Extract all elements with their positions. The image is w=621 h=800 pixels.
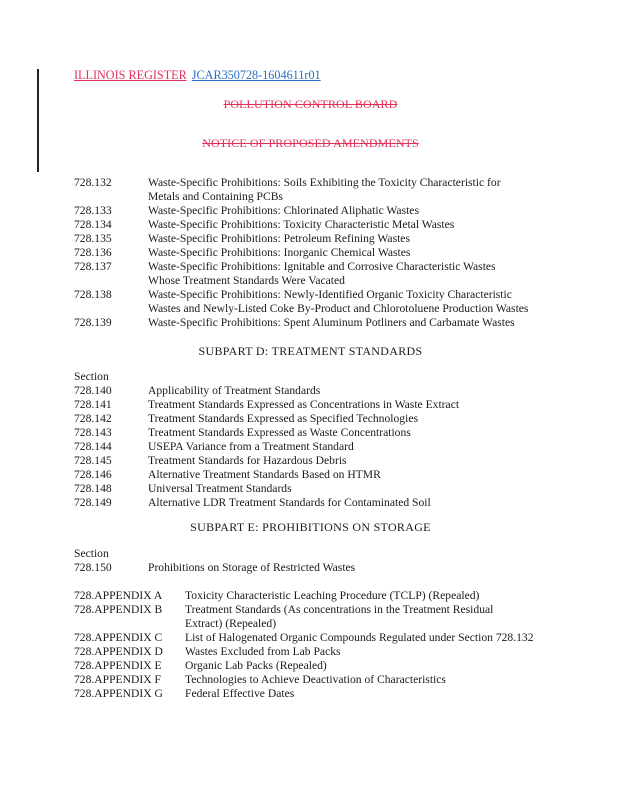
section-title: USEPA Variance from a Treatment Standard <box>148 440 354 453</box>
section-number: 728.140 <box>74 384 112 397</box>
board-name: POLLUTION CONTROL BOARD <box>223 97 398 111</box>
appendix-number: 728.APPENDIX D <box>74 645 163 658</box>
section-number: 728.137 <box>74 260 112 273</box>
appendix-title-cont: Extract) (Repealed) <box>185 617 277 630</box>
section-number: 728.134 <box>74 218 112 231</box>
section-title: Treatment Standards Expressed as Concentrations in Waste Extract <box>148 398 460 411</box>
section-number: 728.146 <box>74 468 112 481</box>
section-title-cont: Whose Treatment Standards Were Vacated <box>148 274 345 287</box>
section-number: 728.148 <box>74 482 112 495</box>
appendix-number: 728.APPENDIX G <box>74 687 163 700</box>
section-number: 728.132 <box>74 176 112 189</box>
appendix-number: 728.APPENDIX C <box>74 631 163 644</box>
document-code-link[interactable]: JCAR350728-1604611r01 <box>191 68 321 82</box>
section-number: 728.139 <box>74 316 112 329</box>
appendix-title: Toxicity Characteristic Leaching Procedure (TCLP) (Repealed) <box>185 589 480 602</box>
register-header <box>74 68 321 82</box>
section-number: 728.150 <box>74 561 112 574</box>
subpart-e-heading: SUBPART E: PROHIBITIONS ON STORAGE <box>190 520 431 534</box>
section-title: Waste-Specific Prohibitions: Chlorinated Aliphatic Wastes <box>148 204 419 217</box>
appendix-title: Federal Effective Dates <box>185 687 295 700</box>
section-title-cont: Wastes and Newly-Listed Coke By-Product and Chlorotoluene Production Wastes <box>148 302 529 315</box>
section-number: 728.133 <box>74 204 112 217</box>
section-number: 728.138 <box>74 288 112 301</box>
section-title: Waste-Specific Prohibitions: Spent Aluminum Potliners and Carbamate Wastes <box>148 316 515 329</box>
section-title: Treatment Standards for Hazardous Debris <box>148 454 347 467</box>
section-title: Alternative LDR Treatment Standards for Contaminated Soil <box>148 496 431 509</box>
section-title: Waste-Specific Prohibitions: Newly-Identified Organic Toxicity Characteristic <box>148 288 512 301</box>
appendix-title: List of Halogenated Organic Compounds Regulated under Section 728.132 <box>185 631 534 644</box>
section-number: 728.145 <box>74 454 112 467</box>
section-title: Waste-Specific Prohibitions: Ignitable and Corrosive Characteristic Wastes <box>148 260 496 273</box>
register-title: ILLINOIS REGISTER <box>74 68 187 82</box>
section-title: Treatment Standards Expressed as Waste Concentrations <box>148 426 411 439</box>
section-title: Waste-Specific Prohibitions: Inorganic Chemical Wastes <box>148 246 411 259</box>
section-title-cont: Metals and Containing PCBs <box>148 190 283 203</box>
section-title: Universal Treatment Standards <box>148 482 292 495</box>
section-number: 728.149 <box>74 496 112 509</box>
section-title: Waste-Specific Prohibitions: Soils Exhibiting the Toxicity Characteristic for <box>148 176 501 189</box>
section-column-label: Section <box>74 547 109 560</box>
appendix-number: 728.APPENDIX F <box>74 673 161 686</box>
appendix-title: Treatment Standards (As concentrations in the Treatment Residual <box>185 603 494 616</box>
appendix-title: Technologies to Achieve Deactivation of Characteristics <box>185 673 446 686</box>
notice-title: NOTICE OF PROPOSED AMENDMENTS <box>202 136 419 150</box>
section-number: 728.143 <box>74 426 112 439</box>
section-number: 728.136 <box>74 246 112 259</box>
section-number: 728.142 <box>74 412 112 425</box>
section-title: Waste-Specific Prohibitions: Petroleum Refining Wastes <box>148 232 410 245</box>
appendix-number: 728.APPENDIX B <box>74 603 163 616</box>
section-title: Applicability of Treatment Standards <box>148 384 321 397</box>
section-number: 728.135 <box>74 232 112 245</box>
section-title: Prohibitions on Storage of Restricted Wastes <box>148 561 356 574</box>
appendix-number: 728.APPENDIX A <box>74 589 163 602</box>
appendix-number: 728.APPENDIX E <box>74 659 162 672</box>
revision-change-bar <box>37 69 39 172</box>
section-column-label: Section <box>74 370 109 383</box>
appendix-title: Wastes Excluded from Lab Packs <box>185 645 341 658</box>
section-number: 728.141 <box>74 398 112 411</box>
section-title: Waste-Specific Prohibitions: Toxicity Characteristic Metal Wastes <box>148 218 455 231</box>
section-title: Treatment Standards Expressed as Specified Technologies <box>148 412 418 425</box>
section-number: 728.144 <box>74 440 112 453</box>
appendix-title: Organic Lab Packs (Repealed) <box>185 659 327 672</box>
subpart-d-heading: SUBPART D: TREATMENT STANDARDS <box>198 344 423 358</box>
section-title: Alternative Treatment Standards Based on HTMR <box>148 468 381 481</box>
